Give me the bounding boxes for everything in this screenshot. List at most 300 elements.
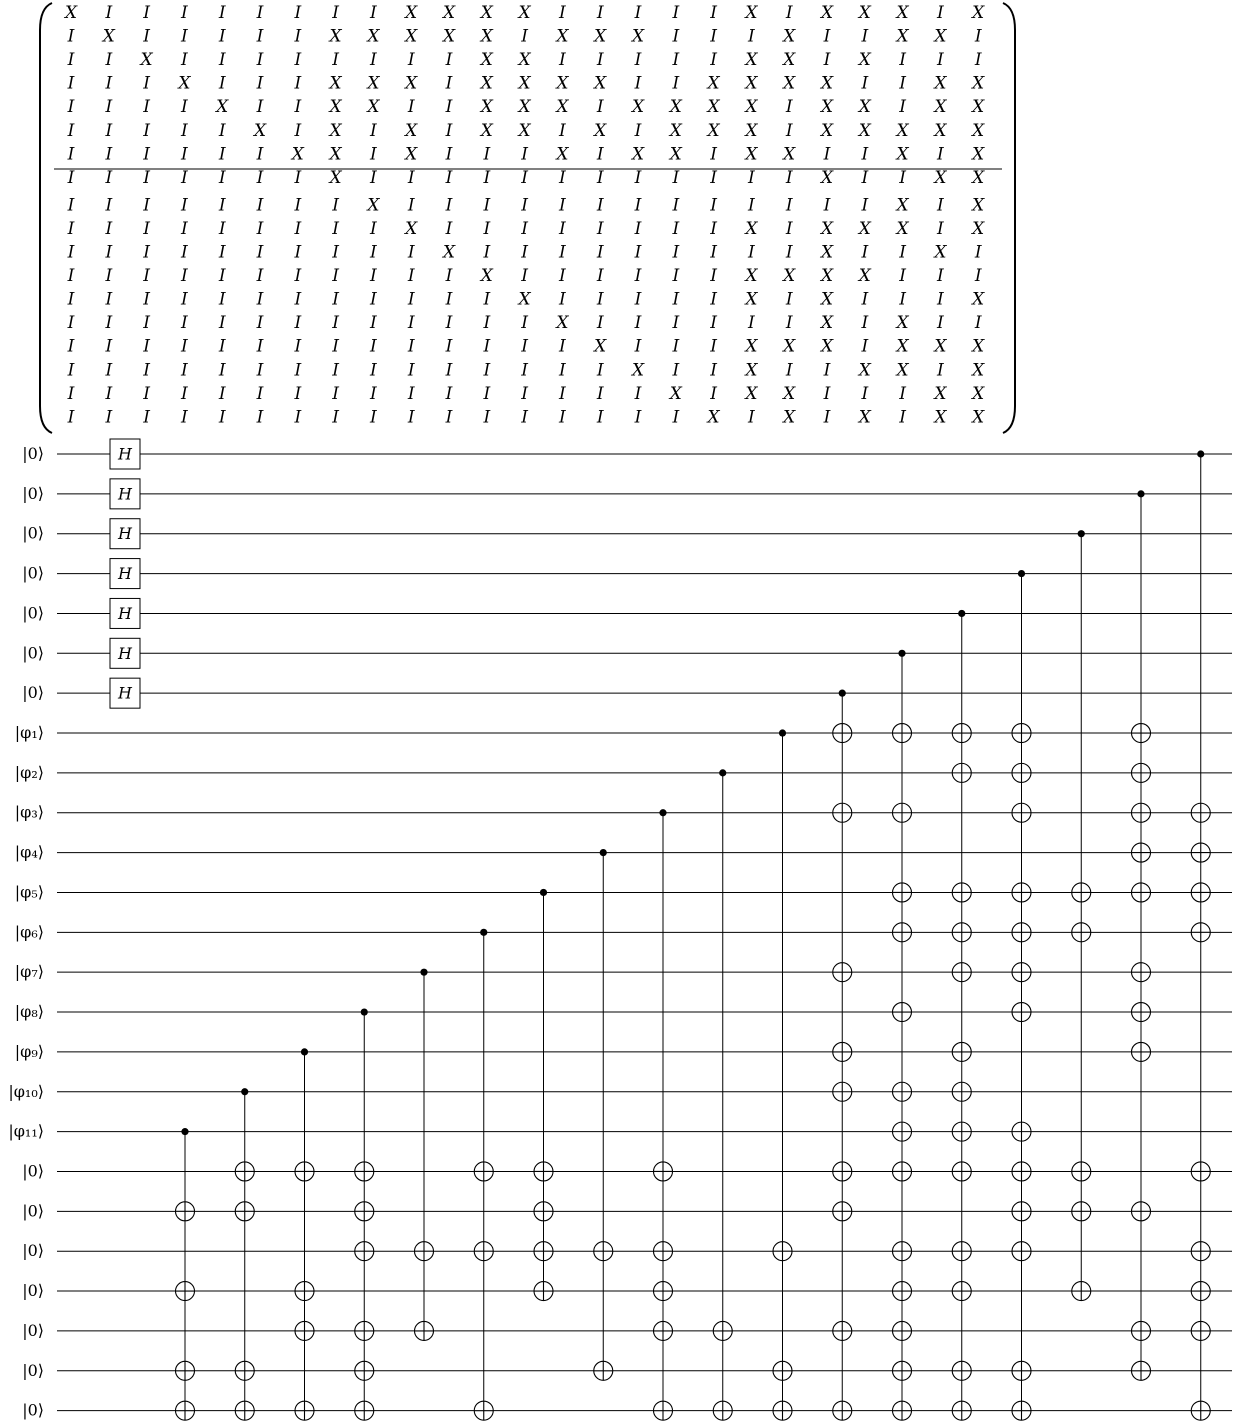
matrix-entry: I (521, 167, 528, 188)
matrix-entry: I (861, 242, 869, 263)
matrix-entry: I (181, 242, 188, 263)
matrix-entry: I (445, 73, 453, 94)
matrix-entry: I (407, 97, 415, 118)
cnot-target (893, 803, 912, 822)
matrix-entry: I (256, 73, 264, 94)
matrix-entry: I (294, 73, 302, 94)
cnot-target (893, 1003, 912, 1022)
cnot-target (295, 1321, 314, 1340)
matrix-entry: I (218, 167, 226, 188)
matrix-entry: I (937, 360, 944, 381)
matrix-entry: I (483, 360, 491, 381)
cnot-target (833, 1082, 852, 1101)
matrix-entry: I (445, 313, 453, 334)
matrix-entry: I (559, 218, 566, 239)
cnot-target (893, 1401, 912, 1420)
matrix-entry: I (407, 167, 415, 188)
cnot-target (1191, 883, 1210, 902)
matrix-entry: X (972, 3, 985, 23)
matrix-entry: I (861, 289, 869, 310)
cnot-target (1132, 724, 1151, 743)
matrix-entry: I (143, 313, 150, 334)
matrix-entry: I (672, 167, 680, 188)
matrix-entry: I (559, 167, 566, 188)
matrix-entry: I (710, 26, 717, 47)
matrix-entry: I (143, 407, 150, 428)
matrix-entry: I (899, 242, 906, 263)
matrix-entry: X (518, 97, 531, 118)
matrix-entry: I (218, 266, 226, 287)
matrix-entry: I (181, 218, 188, 239)
matrix-entry: I (143, 218, 150, 239)
matrix-entry: I (710, 360, 717, 381)
matrix-entry: I (445, 266, 453, 287)
matrix-entry: X (972, 289, 985, 310)
matrix-entry: I (861, 73, 869, 94)
cnot-target (235, 1202, 254, 1221)
wire-label: |φ₄⟩ (14, 842, 44, 862)
cnot-target (1132, 1361, 1151, 1380)
wire-label: |0⟩ (22, 1161, 44, 1181)
matrix-entry: I (294, 3, 302, 23)
matrix-entry: X (745, 3, 758, 23)
matrix-entry: I (748, 407, 755, 428)
matrix-entry: X (140, 50, 153, 71)
matrix-entry: X (669, 120, 682, 141)
matrix-entry: I (596, 50, 604, 71)
matrix-entry: I (143, 360, 150, 381)
matrix-entry: I (634, 407, 642, 428)
matrix-entry: X (858, 97, 871, 118)
matrix-entry: X (518, 73, 531, 94)
cnot-target (1012, 923, 1031, 942)
cnot-target (893, 883, 912, 902)
matrix-entry: X (745, 289, 758, 310)
matrix-entry: I (559, 50, 566, 71)
matrix-entry: X (329, 97, 342, 118)
matrix-entry: X (745, 266, 758, 287)
matrix-entry: X (745, 73, 758, 94)
cnot-target (1012, 963, 1031, 982)
matrix-entry: X (669, 383, 682, 404)
matrix-entry: I (332, 50, 339, 71)
matrix-entry: I (861, 26, 869, 47)
matrix-entry: I (256, 26, 264, 47)
matrix-entry: I (445, 218, 453, 239)
wire-label: |φ₁₀⟩ (8, 1081, 44, 1101)
matrix-entry: X (934, 383, 947, 404)
matrix-entry: I (823, 360, 831, 381)
matrix-entry: X (253, 120, 267, 141)
matrix-entry: X (480, 266, 493, 287)
cnot-target (1072, 1162, 1091, 1181)
matrix-entry: I (67, 73, 75, 94)
matrix-entry: I (710, 289, 717, 310)
matrix-entry: I (105, 336, 113, 357)
matrix-entry: I (294, 336, 302, 357)
wire-label: |φ₂⟩ (14, 762, 44, 782)
cnot-target (1191, 803, 1210, 822)
wire-label: |0⟩ (22, 1320, 44, 1340)
cnot-target (295, 1162, 314, 1181)
matrix-entry: I (105, 289, 113, 310)
matrix-entry: I (294, 120, 302, 141)
matrix-entry: I (634, 167, 642, 188)
matrix-entry: I (181, 167, 188, 188)
matrix-entry: I (710, 144, 717, 165)
matrix-entry: X (594, 26, 607, 47)
matrix-entry: I (974, 242, 982, 263)
cnot-target (534, 1202, 553, 1221)
matrix-entry: X (745, 218, 758, 239)
cnot-target (1191, 923, 1210, 942)
cnot-control-dot (241, 1088, 248, 1095)
matrix-entry: I (710, 336, 717, 357)
matrix-entry: X (972, 383, 985, 404)
matrix-entry: I (218, 289, 226, 310)
matrix-entry: I (143, 144, 150, 165)
matrix-entry: I (294, 50, 302, 71)
cnot-target (893, 923, 912, 942)
cnot-target (833, 1321, 852, 1340)
cnot-target (1072, 1202, 1091, 1221)
matrix-entry: I (445, 144, 453, 165)
matrix-entry: I (294, 195, 302, 216)
matrix-entry: I (634, 195, 642, 216)
matrix-entry: I (105, 383, 113, 404)
cnot-control-dot (1018, 570, 1025, 577)
matrix-entry: X (820, 73, 834, 94)
cnot-target (1012, 763, 1031, 782)
matrix-entry: X (480, 73, 493, 94)
cnot-target (893, 1082, 912, 1101)
matrix-entry: I (634, 289, 642, 310)
cnot-target (1191, 1282, 1210, 1301)
matrix-right-bracket (1003, 3, 1015, 433)
matrix-entry: I (672, 289, 680, 310)
cnot-target (355, 1162, 374, 1181)
matrix-entry: X (669, 144, 682, 165)
matrix-entry: I (294, 266, 302, 287)
matrix-entry: I (370, 360, 377, 381)
matrix-entry: I (67, 50, 75, 71)
matrix-entry: X (783, 50, 796, 71)
matrix-entry: I (256, 3, 264, 23)
quantum-circuit (8, 439, 1232, 1420)
cnot-target (1012, 803, 1031, 822)
matrix-entry: X (367, 195, 380, 216)
cnot-target (1132, 803, 1151, 822)
matrix-entry: I (370, 242, 377, 263)
matrix-entry: I (105, 144, 113, 165)
matrix-entry: I (634, 336, 642, 357)
matrix-entry: I (370, 120, 377, 141)
matrix-entry: I (67, 26, 75, 47)
matrix-entry: X (934, 26, 947, 47)
cnot-control-dot (1137, 490, 1144, 497)
matrix-entry: I (294, 313, 302, 334)
matrix-entry: X (820, 120, 834, 141)
matrix-entry: I (483, 218, 491, 239)
wire-label: |0⟩ (22, 1360, 44, 1380)
matrix-entry: X (480, 97, 493, 118)
matrix-entry: X (783, 73, 796, 94)
matrix-entry: I (521, 407, 528, 428)
matrix-entry: X (972, 218, 985, 239)
circuit-gates (110, 439, 1210, 1420)
matrix-entry: X (405, 218, 418, 239)
matrix-entry: I (181, 144, 188, 165)
matrix-entry: I (143, 73, 150, 94)
matrix-entry: X (783, 26, 796, 47)
cnot-target (235, 1162, 254, 1181)
cnot-target (1132, 763, 1151, 782)
matrix-entry: I (710, 313, 717, 334)
matrix-entry: I (218, 73, 226, 94)
matrix-entry: I (218, 383, 226, 404)
matrix-entry: X (820, 167, 834, 188)
matrix-entry: I (143, 26, 150, 47)
matrix-entry: I (785, 3, 793, 23)
matrix-entry: I (218, 195, 226, 216)
matrix-entry: I (596, 407, 604, 428)
matrix-entry: X (972, 144, 985, 165)
matrix-entry: I (823, 195, 831, 216)
matrix-entry: I (256, 144, 264, 165)
cnot-control-dot (600, 849, 607, 856)
matrix-entry: X (518, 120, 531, 141)
matrix-entry: X (972, 73, 985, 94)
matrix-entry: I (407, 383, 415, 404)
matrix-entry: I (937, 144, 944, 165)
matrix-entry: I (596, 218, 604, 239)
matrix-entry: I (218, 3, 226, 23)
cnot-control-dot (420, 969, 427, 976)
cnot-target (355, 1361, 374, 1380)
matrix-entry: X (820, 218, 834, 239)
matrix-entry: X (783, 144, 796, 165)
matrix-entry: I (294, 360, 302, 381)
matrix-entry: I (559, 407, 566, 428)
matrix-entry: X (64, 3, 78, 23)
cnot-target (295, 1282, 314, 1301)
parity-check-matrix (40, 3, 1015, 433)
matrix-entry: I (143, 289, 150, 310)
matrix-entry: I (143, 3, 150, 23)
cnot-target (952, 1401, 971, 1420)
wire-label: |φ₉⟩ (14, 1041, 44, 1061)
matrix-entry: X (896, 144, 909, 165)
cnot-control-dot (361, 1008, 368, 1015)
cnot-target (1012, 1401, 1031, 1420)
matrix-entry: I (672, 3, 680, 23)
matrix-entry: I (672, 50, 680, 71)
matrix-entry: I (596, 167, 604, 188)
matrix-entry: X (972, 120, 985, 141)
matrix-entry: I (256, 313, 264, 334)
matrix-entry: X (102, 26, 115, 47)
wire-label: |0⟩ (22, 1281, 44, 1301)
matrix-entry: I (596, 144, 604, 165)
cnot-target (952, 1361, 971, 1380)
matrix-entry: X (858, 360, 871, 381)
matrix-entry: I (521, 144, 528, 165)
matrix-entry: X (556, 26, 569, 47)
matrix-entry: I (861, 167, 869, 188)
matrix-entry: I (672, 313, 680, 334)
matrix-entry: I (256, 360, 264, 381)
matrix-entry: I (181, 289, 188, 310)
cnot-target (355, 1202, 374, 1221)
matrix-entry: I (748, 26, 755, 47)
cnot-target (952, 1162, 971, 1181)
matrix-entry: I (559, 195, 566, 216)
matrix-entry: I (861, 144, 869, 165)
matrix-entry: X (367, 73, 380, 94)
matrix-entry: I (370, 266, 377, 287)
matrix-entry: I (143, 336, 150, 357)
cnot-target (1132, 883, 1151, 902)
matrix-entry: X (480, 26, 493, 47)
matrix-entry: I (937, 50, 944, 71)
matrix-entry: X (896, 360, 909, 381)
matrix-entry: I (937, 3, 944, 23)
matrix-entry: I (143, 195, 150, 216)
matrix-entry: I (332, 195, 339, 216)
matrix-entry: X (972, 360, 985, 381)
cnot-target (952, 883, 971, 902)
matrix-entry: X (405, 120, 418, 141)
cnot-target (833, 724, 852, 743)
matrix-entry: X (934, 242, 947, 263)
wire-label: |0⟩ (22, 683, 44, 703)
matrix-entry: I (370, 336, 377, 357)
matrix-entry: X (820, 97, 834, 118)
matrix-entry: I (861, 336, 869, 357)
matrix-entry: I (861, 313, 869, 334)
matrix-entry: I (634, 242, 642, 263)
matrix-entry: X (820, 336, 834, 357)
cnot-target (952, 1042, 971, 1061)
matrix-entry: I (937, 218, 944, 239)
matrix-entry: I (370, 313, 377, 334)
cnot-target (1012, 883, 1031, 902)
matrix-entry: X (631, 144, 645, 165)
cnot-target (235, 1361, 254, 1380)
cnot-control-dot (540, 889, 547, 896)
matrix-entry: I (181, 120, 188, 141)
cnot-target (474, 1242, 493, 1261)
matrix-entry: I (256, 266, 264, 287)
wire-label: |0⟩ (22, 1400, 44, 1420)
matrix-entry: I (521, 218, 528, 239)
matrix-entry: I (710, 3, 717, 23)
matrix-entry: I (256, 167, 264, 188)
matrix-entry: I (710, 242, 717, 263)
matrix-entry: I (105, 50, 113, 71)
matrix-entry: I (218, 242, 226, 263)
matrix-entry: I (559, 120, 566, 141)
matrix-entry: I (974, 50, 982, 71)
matrix-entry: I (181, 3, 188, 23)
matrix-entry: I (445, 120, 453, 141)
matrix-entry: I (899, 97, 906, 118)
matrix-entry: X (896, 336, 909, 357)
matrix-entry: I (596, 242, 604, 263)
matrix-entry: X (669, 97, 682, 118)
cnot-target (952, 1122, 971, 1141)
matrix-entry: I (67, 336, 75, 357)
cnot-target (1012, 1361, 1031, 1380)
matrix-entry: I (67, 144, 75, 165)
cnot-target (1132, 843, 1151, 862)
cnot-control-dot (659, 809, 666, 816)
matrix-entry: I (181, 50, 188, 71)
matrix-entry: I (256, 97, 264, 118)
cnot-target (176, 1202, 195, 1221)
matrix-entry: I (596, 313, 604, 334)
matrix-entry: I (181, 26, 188, 47)
matrix-entry: X (783, 266, 796, 287)
matrix-entry: X (783, 407, 796, 428)
matrix-entry: I (521, 336, 528, 357)
matrix-entry: I (218, 218, 226, 239)
matrix-entry: I (105, 97, 113, 118)
matrix-entry: X (442, 26, 456, 47)
matrix-entry: I (823, 50, 831, 71)
matrix-entry: I (294, 218, 302, 239)
matrix-entry: X (934, 120, 947, 141)
matrix-entry: I (899, 50, 906, 71)
matrix-entry: I (445, 195, 453, 216)
matrix-entry: I (181, 360, 188, 381)
matrix-entry: I (899, 383, 906, 404)
matrix-entry: I (483, 407, 491, 428)
wire-label: |0⟩ (22, 1201, 44, 1221)
matrix-entry: I (445, 360, 453, 381)
matrix-entry: I (67, 407, 75, 428)
matrix-entry: X (783, 383, 796, 404)
matrix-entry: X (972, 336, 985, 357)
matrix-entry: I (67, 360, 75, 381)
cnot-target (713, 1401, 732, 1420)
matrix-entry: I (937, 289, 944, 310)
matrix-entry: I (785, 97, 793, 118)
matrix-entry: X (783, 336, 796, 357)
matrix-entry: I (445, 167, 453, 188)
cnot-target (1012, 1122, 1031, 1141)
cnot-target (176, 1282, 195, 1301)
matrix-entry: I (861, 383, 869, 404)
matrix-entry: X (858, 50, 871, 71)
matrix-entry: I (105, 3, 113, 23)
matrix-entry: I (483, 242, 491, 263)
cnot-target (833, 1162, 852, 1181)
matrix-entry: I (370, 383, 377, 404)
matrix-entry: X (556, 73, 569, 94)
matrix-entry: I (559, 336, 566, 357)
hadamard-gate-label: H (118, 603, 132, 623)
wire-label: |φ₁⟩ (14, 723, 44, 743)
matrix-entry: I (143, 120, 150, 141)
matrix-entry: I (559, 289, 566, 310)
wire-label: |φ₅⟩ (14, 882, 44, 902)
matrix-entry: X (329, 120, 342, 141)
matrix-entry: I (559, 266, 566, 287)
cnot-target (893, 1122, 912, 1141)
matrix-entry: X (480, 3, 493, 23)
matrix-entry: I (332, 360, 339, 381)
